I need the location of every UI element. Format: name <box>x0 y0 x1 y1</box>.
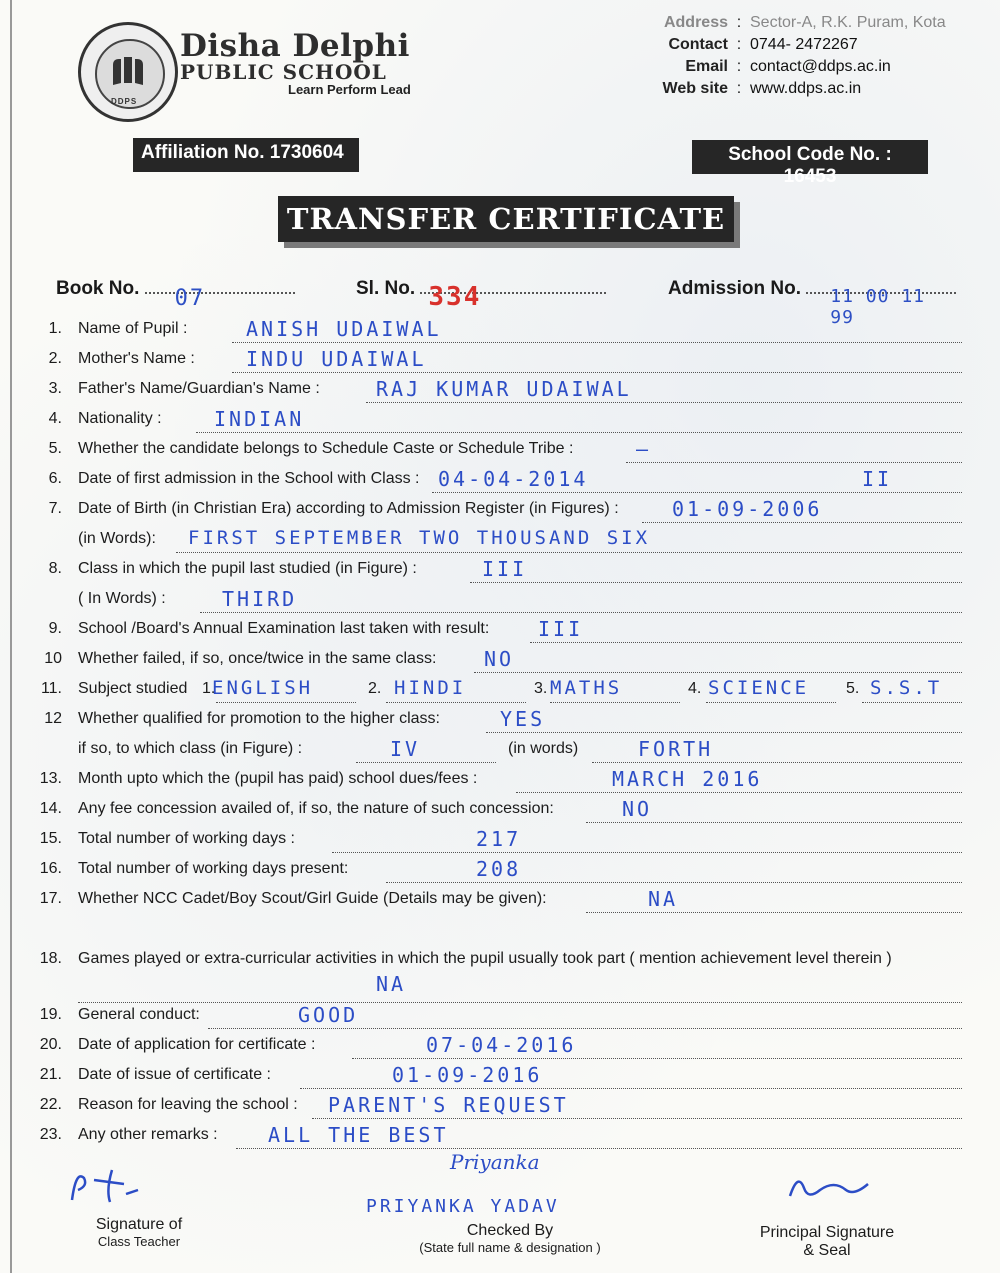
school-motto: Learn Perform Lead <box>288 82 411 97</box>
value-first-admission-date: 04-04-2014 <box>438 467 589 491</box>
field-failed: 10 Whether failed, if so, once/twice in the same class: NO <box>36 650 962 680</box>
value-nationality: INDIAN <box>214 407 305 431</box>
value-general-conduct: GOOD <box>298 1003 359 1027</box>
admission-number: Admission No. 11 00 11 99 <box>668 278 956 300</box>
school-logo <box>78 22 178 122</box>
value-subject-3: MATHS <box>550 677 623 699</box>
checker-name: PRIYANKA YADAV <box>366 1196 560 1217</box>
field-nationality: 4. Nationality : INDIAN <box>36 410 962 440</box>
field-general-conduct: 19. General conduct: GOOD <box>36 1006 962 1036</box>
principal-signature-label: Principal Signature & Seal <box>759 1224 895 1259</box>
value-leaving-reason: PARENT'S REQUEST <box>328 1093 569 1117</box>
contact-email: Email : contact@ddps.ac.in <box>685 58 891 75</box>
admission-number-value: 11 00 11 99 <box>830 286 925 328</box>
book-number: Book No. 07 <box>56 278 295 300</box>
field-last-class-words: ( In Words) : THIRD <box>36 590 962 620</box>
value-last-class-words: THIRD <box>222 587 298 611</box>
book-number-value: 07 <box>174 286 206 311</box>
value-application-date: 07-04-2016 <box>426 1033 577 1057</box>
contact-phone: Contact : 0744- 2472267 <box>668 36 858 53</box>
value-first-admission-class: II <box>862 467 893 491</box>
school-name: Disha Delphi <box>180 28 410 64</box>
checker-initial-signature: Priyanka <box>450 1150 540 1174</box>
field-dob-words: (in Words): FIRST SEPTEMBER TWO THOUSAND SIX <box>36 530 962 560</box>
field-fathers-name: 3. Father's Name/Guardian's Name : RAJ KUMAR UDAIWAL <box>36 380 962 410</box>
field-days-present: 16. Total number of working days present: 208 <box>36 860 962 890</box>
value-subject-2: HINDI <box>394 677 467 699</box>
value-subject-1: ENGLISH <box>212 677 314 699</box>
value-name-of-pupil: ANISH UDAIWAL <box>246 317 442 341</box>
field-working-days: 15. Total number of working days : 217 <box>36 830 962 860</box>
serial-number: Sl. No. 334 <box>356 278 606 300</box>
field-last-class: 8. Class in which the pupil last studied (in Figure) : III <box>36 560 962 590</box>
field-ncc: 17. Whether NCC Cadet/Boy Scout/Girl Guide (Details may be given): NA <box>36 890 962 920</box>
value-failed: NO <box>484 647 515 671</box>
value-last-class: III <box>482 557 528 581</box>
value-promotion-class-words: FORTH <box>638 737 714 761</box>
field-leaving-reason: 22. Reason for leaving the school : PARENT'S REQUEST <box>36 1096 962 1126</box>
hands-emblem-icon <box>107 53 149 89</box>
value-subject-4: SCIENCE <box>708 677 810 699</box>
value-issue-date: 01-09-2016 <box>392 1063 543 1087</box>
field-date-of-birth: 7. Date of Birth (in Christian Era) according to Admission Register (in Figures) : 01-09-2006 <box>36 500 962 530</box>
checked-by-label: Checked By (State full name & designation ) <box>419 1222 601 1255</box>
value-mothers-name: INDU UDAIWAL <box>246 347 427 371</box>
value-working-days: 217 <box>476 827 522 851</box>
logo-text: DDPS <box>111 97 138 106</box>
value-annual-exam: III <box>538 617 584 641</box>
value-dob-words: FIRST SEPTEMBER TWO THOUSAND SIX <box>188 527 651 549</box>
field-issue-date: 21. Date of issue of certificate : 01-09-2016 <box>36 1066 962 1096</box>
field-promotion: 12 Whether qualified for promotion to the higher class: YES <box>36 710 962 740</box>
field-annual-exam: 9. School /Board's Annual Examination last taken with result: III <box>36 620 962 650</box>
contact-block <box>640 12 990 100</box>
field-application-date: 20. Date of application for certificate : 07-04-2016 <box>36 1036 962 1066</box>
principal-signature-icon <box>784 1166 874 1206</box>
field-name-of-pupil: 1. Name of Pupil : ANISH UDAIWAL <box>36 320 962 350</box>
value-date-of-birth: 01-09-2006 <box>672 497 823 521</box>
value-dues-paid: MARCH 2016 <box>612 767 763 791</box>
value-games: NA <box>376 972 407 996</box>
affiliation-badge: Affiliation No. 1730604 <box>133 138 359 172</box>
value-caste: — <box>636 437 652 461</box>
field-subjects: 11. Subject studied 1. ENGLISH 2. HINDI 3. MATHS 4. SCIENCE 5. S.S.T <box>36 680 962 710</box>
value-ncc: NA <box>648 887 679 911</box>
contact-website: Web site : www.ddps.ac.in <box>662 80 862 97</box>
value-fee-concession: NO <box>622 797 653 821</box>
field-games: 18. Games played or extra-curricular activities in which the pupil usually took part ( mention achievement level therein ) NA <box>36 950 962 1010</box>
school-subtitle: PUBLIC SCHOOL <box>180 60 387 84</box>
value-promotion-class: IV <box>390 737 421 761</box>
school-code-badge: School Code No. : 16453 <box>692 140 928 174</box>
page-edge <box>10 0 12 1273</box>
field-dues-paid: 13. Month upto which the (pupil has paid) school dues/fees : MARCH 2016 <box>36 770 962 800</box>
field-fee-concession: 14. Any fee concession availed of, if so, the nature of such concession: NO <box>36 800 962 830</box>
contact-address: Address : Sector-A, R.K. Puram, Kota <box>663 14 946 31</box>
class-teacher-signature-label: Signature of Class Teacher <box>95 1216 183 1249</box>
value-remarks: ALL THE BEST <box>268 1123 449 1147</box>
field-promotion-class: if so, to which class (in Figure) : IV (in words) FORTH <box>36 740 962 770</box>
field-remarks: 23. Any other remarks : ALL THE BEST <box>36 1126 962 1156</box>
field-first-admission: 6. Date of first admission in the School with Class : 04-04-2014 II <box>36 470 962 500</box>
value-subject-5: S.S.T <box>870 677 943 699</box>
class-teacher-signature-icon <box>66 1160 146 1210</box>
value-fathers-name: RAJ KUMAR UDAIWAL <box>376 377 632 401</box>
certificate-title: TRANSFER CERTIFICATE <box>278 196 734 242</box>
value-promotion: YES <box>500 707 546 731</box>
value-days-present: 208 <box>476 857 522 881</box>
field-mothers-name: 2. Mother's Name : INDU UDAIWAL <box>36 350 962 380</box>
field-caste: 5. Whether the candidate belongs to Schedule Caste or Schedule Tribe : — <box>36 440 962 470</box>
serial-number-value: 334 <box>428 282 482 312</box>
